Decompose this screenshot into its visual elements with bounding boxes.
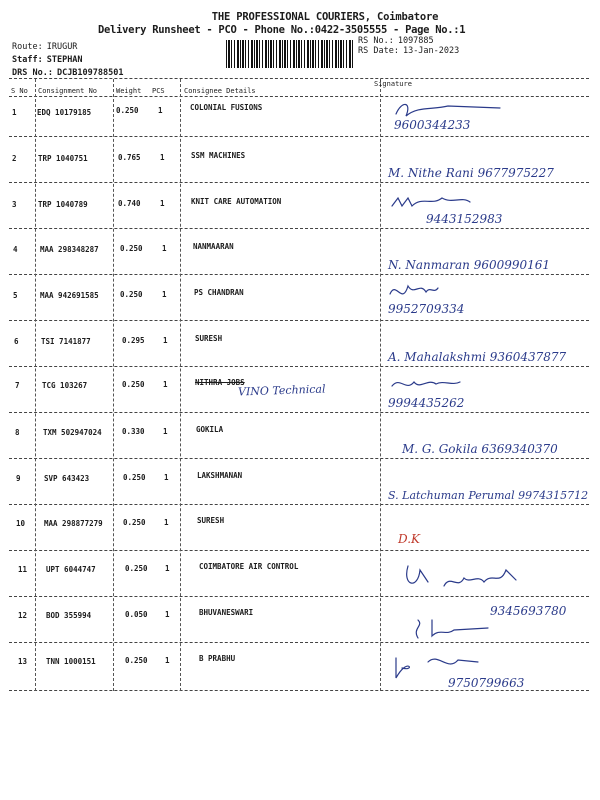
column-header-weight: Weight <box>116 87 142 95</box>
cell-pcs: 1 <box>163 336 168 345</box>
row-divider <box>9 136 589 137</box>
cell-consignee: PS CHANDRAN <box>194 288 244 297</box>
cell-weight: 0.295 <box>122 336 145 345</box>
table-top-border <box>9 78 589 79</box>
signature-scribble <box>388 556 588 600</box>
row-divider <box>9 642 589 643</box>
cell-consignee: SSM MACHINES <box>191 151 246 160</box>
cell-consignee: BHUVANESWARI <box>199 608 254 617</box>
cell-sno: 9 <box>16 474 21 483</box>
handwritten-note: VINO Technical <box>237 382 326 399</box>
cell-consignment: TXM 502947024 <box>43 428 102 437</box>
column-divider <box>113 79 114 691</box>
signature <box>388 462 588 506</box>
runsheet-title: Delivery Runsheet - PCO - Phone No.:0422-3505555 - Page No.:1 <box>98 24 466 36</box>
cell-consignment: EDQ 10179185 <box>37 108 92 117</box>
signature-text: 9952709334 <box>388 302 465 316</box>
column-divider <box>35 79 36 691</box>
cell-pcs: 1 <box>163 380 168 389</box>
cell-consignee: KNIT CARE AUTOMATION <box>191 197 282 206</box>
rs-number <box>358 36 434 46</box>
cell-weight: 0.740 <box>118 199 141 208</box>
signature <box>388 506 588 550</box>
cell-pcs: 1 <box>165 564 170 573</box>
signature <box>388 648 588 692</box>
cell-sno: 4 <box>13 245 18 254</box>
column-header-consignee: Consignee Details <box>184 87 256 95</box>
cell-pcs: 1 <box>162 290 167 299</box>
cell-pcs: 1 <box>158 106 163 115</box>
cell-sno: 5 <box>13 291 18 300</box>
signature <box>388 598 588 642</box>
cell-weight: 0.250 <box>120 244 143 253</box>
cell-weight: 0.250 <box>116 106 139 115</box>
cell-consignee: SURESH <box>197 516 225 525</box>
cell-consignment: TSI 7141877 <box>41 337 91 346</box>
signature <box>388 92 588 136</box>
cell-weight: 0.250 <box>125 564 148 573</box>
cell-pcs: 1 <box>162 244 167 253</box>
cell-weight: 0.250 <box>123 518 146 527</box>
column-divider <box>180 79 181 691</box>
signature <box>388 324 588 368</box>
cell-weight: 0.250 <box>120 290 143 299</box>
signature-text: S. Latchuman Perumal 9974315712 <box>388 489 589 502</box>
cell-sno: 11 <box>18 565 28 574</box>
staff-line <box>12 55 83 65</box>
cell-sno: 13 <box>18 657 28 666</box>
signature-text: 9600344233 <box>394 118 471 132</box>
signature-text: 9443152983 <box>426 212 503 226</box>
row-divider <box>9 320 589 321</box>
company-name: THE PROFESSIONAL COURIERS, Coimbatore <box>211 11 439 23</box>
signature <box>388 556 588 600</box>
rs-date-label: RS Date: <box>358 46 399 56</box>
staff-label: Staff: <box>12 55 43 65</box>
cell-pcs: 1 <box>164 518 169 527</box>
barcode <box>226 40 354 68</box>
column-header-pcs: PCS <box>152 87 165 95</box>
cell-consignment: MAA 942691585 <box>40 291 99 300</box>
column-divider <box>380 79 381 691</box>
cell-consignee: B PRABHU <box>199 654 236 663</box>
cell-pcs: 1 <box>164 473 169 482</box>
signature <box>388 186 588 230</box>
column-header-sno: S No <box>11 87 28 95</box>
cell-consignment: BOD 355994 <box>46 611 92 620</box>
signature-text: N. Nanmaran 9600990161 <box>388 258 551 272</box>
cell-consignment: TRP 1040751 <box>38 154 88 163</box>
cell-sno: 12 <box>18 611 28 620</box>
cell-consignment: TCG 103267 <box>42 381 88 390</box>
cell-sno: 3 <box>12 200 17 209</box>
signature-text: 9345693780 <box>490 604 567 618</box>
signature <box>388 140 588 184</box>
signature-text: A. Mahalakshmi 9360437877 <box>388 350 567 364</box>
column-header-consignment: Consignment No <box>38 87 98 95</box>
cell-weight: 0.765 <box>118 153 141 162</box>
signature <box>388 370 588 414</box>
cell-sno: 7 <box>15 381 20 390</box>
cell-consignee: LAKSHMANAN <box>197 471 243 480</box>
cell-consignee: COLONIAL FUSIONS <box>190 103 263 112</box>
cell-weight: 0.250 <box>122 380 145 389</box>
cell-consignment: TNN 1000151 <box>46 657 96 666</box>
cell-consignment: MAA 298348287 <box>40 245 99 254</box>
cell-consignee: GOKILA <box>196 425 224 434</box>
cell-consignment: UPT 6044747 <box>46 565 96 574</box>
signature-text: M. Nithe Rani 9677975227 <box>388 166 554 180</box>
drs-line <box>12 68 123 78</box>
signature-text: M. G. Gokila 6369340370 <box>402 442 558 456</box>
cell-sno: 2 <box>12 154 17 163</box>
cell-consignee: SURESH <box>195 334 223 343</box>
drs-value: DCJB109788501 <box>56 68 124 78</box>
cell-consignee: COIMBATORE AIR CONTROL <box>199 562 299 571</box>
cell-pcs: 1 <box>163 427 168 436</box>
rs-number-label: RS No.: <box>358 36 394 46</box>
cell-consignee: NANMAARAN <box>193 242 234 251</box>
cell-weight: 0.250 <box>125 656 148 665</box>
cell-consignment: TRP 1040789 <box>38 200 88 209</box>
staff-value: STEPHAN <box>46 55 83 65</box>
cell-pcs: 1 <box>160 153 165 162</box>
route-line <box>12 42 77 52</box>
cell-weight: 0.050 <box>125 610 148 619</box>
signature <box>388 416 588 460</box>
cell-consignee: NITHRA JOBS <box>195 378 245 387</box>
signature-text: 9994435262 <box>388 396 465 410</box>
row-divider <box>9 550 589 551</box>
cell-consignment: MAA 298877279 <box>44 519 103 528</box>
cell-sno: 8 <box>15 428 20 437</box>
cell-weight: 0.330 <box>122 427 145 436</box>
signature-text: 9750799663 <box>448 676 525 690</box>
cell-pcs: 1 <box>165 610 170 619</box>
cell-weight: 0.250 <box>123 473 146 482</box>
route-label: Route: <box>12 42 43 52</box>
route-value: IRUGUR <box>46 42 78 52</box>
column-header-signature: Signature <box>374 80 412 88</box>
cell-pcs: 1 <box>165 656 170 665</box>
rs-number-value: 1097885 <box>397 36 434 46</box>
signature-text: D.K <box>398 532 420 546</box>
signature <box>388 276 588 320</box>
cell-sno: 1 <box>12 108 17 117</box>
cell-pcs: 1 <box>160 199 165 208</box>
drs-label: DRS No.: <box>12 68 53 78</box>
cell-sno: 10 <box>16 519 26 528</box>
rs-date-value: 13-Jan-2023 <box>402 46 460 56</box>
cell-consignment: SVP 643423 <box>44 474 90 483</box>
cell-sno: 6 <box>14 337 19 346</box>
signature <box>388 232 588 276</box>
rs-date <box>358 46 459 56</box>
